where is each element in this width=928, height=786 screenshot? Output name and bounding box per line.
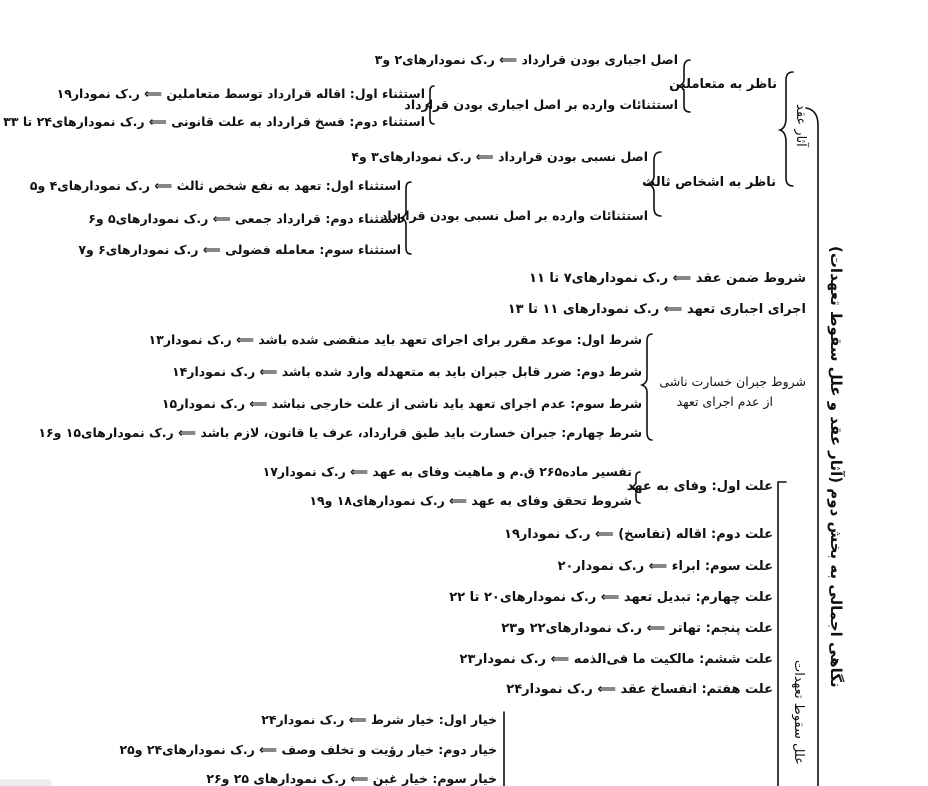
sughut-title: علل سقوط تعهدات (791, 660, 806, 765)
mutaamelin-asl: اصل اجباری بودن قرارداد ⟸ ر.ک نمودارهای۲ و۳ (374, 52, 678, 67)
jobran-condition-2: شرط دوم: ضرر قابل جبران باید به متعهدله وارد شده باشد ⟸ ر.ک نمودار۱۴ (171, 364, 642, 379)
mutaamelin-exceptions-label: استثنائات وارده بر اصل اجباری بودن قرارداد (404, 97, 678, 112)
khiyar-3: خیار سوم: خیار غبن ⟸ ر.ک نمودارهای ۲۵ و۲۶ (206, 771, 497, 786)
scrollbar-thumb[interactable] (0, 779, 52, 786)
illat-4: علت چهارم: تبدیل تعهد ⟸ ر.ک نمودارهای۲۰ تا ۲۲ (449, 590, 773, 605)
jobran-label-line1: شروط جبران خسارت ناشی (659, 374, 806, 389)
athar-bracket (780, 72, 793, 186)
mutaamelin-ex1: استثناء اول: اقاله قرارداد توسط متعاملین ⟸ ر.ک نمودار۱۹ (56, 86, 425, 101)
illat-1: علت اول: وفای به عهد (626, 479, 773, 494)
jobran-condition-1: شرط اول: موعد مقرر برای اجرای تعهد باید منقضی شده باشد ⟸ ر.ک نمودار۱۳ (148, 332, 642, 347)
thaleth-label: ناظر به اشخاص ثالث (642, 175, 776, 190)
thaleth-asl: اصل نسبی بودن قرارداد ⟸ ر.ک نمودارهای۳ و۴ (351, 149, 648, 164)
mutaamelin-label: ناظر به متعاملین (669, 77, 777, 92)
illat-6: علت ششم: مالکیت ما فی‌الذمه ⟸ ر.ک نمودار۲۳ (459, 652, 773, 667)
jobran-label-line2: از عدم اجرای تعهد (676, 394, 773, 409)
jobran-condition-3: شرط سوم: عدم اجرای تعهد باید ناشی از علت خارجی نباشد ⟸ ر.ک نمودار۱۵ (161, 396, 642, 411)
jobran-bracket (642, 334, 652, 440)
illat-5: علت پنجم: تهاتر ⟸ ر.ک نمودارهای۲۲ و۲۳ (501, 621, 773, 636)
illat-2: علت دوم: اقاله (تفاسخ) ⟸ ر.ک نمودار۱۹ (504, 527, 773, 542)
jobran-condition-4: شرط چهارم: جبران خسارت باید طبق قرارداد، عرف یا قانون، لازم باشد ⟸ ر.ک نمودارهای۱۵ و۱۶ (38, 425, 642, 440)
illat-7: علت هفتم: انفساخ عقد ⟸ ر.ک نمودار۲۴ (506, 682, 773, 697)
illat-1-a: تفسیر ماده۲۶۵ ق.م و ماهیت وفای به عهد ⟸ ر.ک نمودار۱۷ (262, 464, 632, 479)
khiyar-2: خیار دوم: خیار رؤیت و تخلف وصف ⟸ ر.ک نمودارهای۲۴ و۲۵ (119, 742, 497, 757)
shurut-zemn: شروط ضمن عقد ⟸ ر.ک نمودارهای۷ تا ۱۱ (529, 271, 806, 286)
main-title: نگاهی اجمالی به بخش دوم (آثار عقد و علل سقوط تعهدات) (827, 246, 845, 688)
athar-title: آثار عقد (793, 104, 808, 147)
khiyar-1: خیار اول: خیار شرط ⟸ ر.ک نمودار۲۴ (261, 712, 497, 727)
illat-1-b: شروط تحقق وفای به عهد ⟸ ر.ک نمودارهای۱۸ و۱۹ (309, 493, 632, 508)
main-bracket (806, 108, 818, 786)
thaleth-ex3: استثناء سوم: معامله فضولی ⟸ ر.ک نمودارهای۶ و۷ (78, 242, 401, 257)
thaleth-ex1: استثناء اول: تعهد به نفع شخص ثالث ⟸ ر.ک نمودارهای۴ و۵ (29, 178, 401, 193)
thaleth-ex2: استثناء دوم: قرارداد جمعی ⟸ ر.ک نمودارهای۵ و۶ (88, 211, 401, 226)
thaleth-exceptions-label: استثنائات وارده بر اصل نسبی بودن قرارداد (380, 208, 648, 223)
ejbari-tahod: اجرای اجباری تعهد ⟸ ر.ک نمودارهای ۱۱ تا ۱۳ (507, 302, 806, 317)
illat-3: علت سوم: ابراء ⟸ ر.ک نمودار۲۰ (557, 559, 773, 574)
sughut-bracket (778, 482, 786, 786)
mutaamelin-ex2: استثناء دوم: فسخ قرارداد به علت قانونی ⟸ ر.ک نمودارهای۲۴ تا ۳۳ (3, 114, 425, 129)
